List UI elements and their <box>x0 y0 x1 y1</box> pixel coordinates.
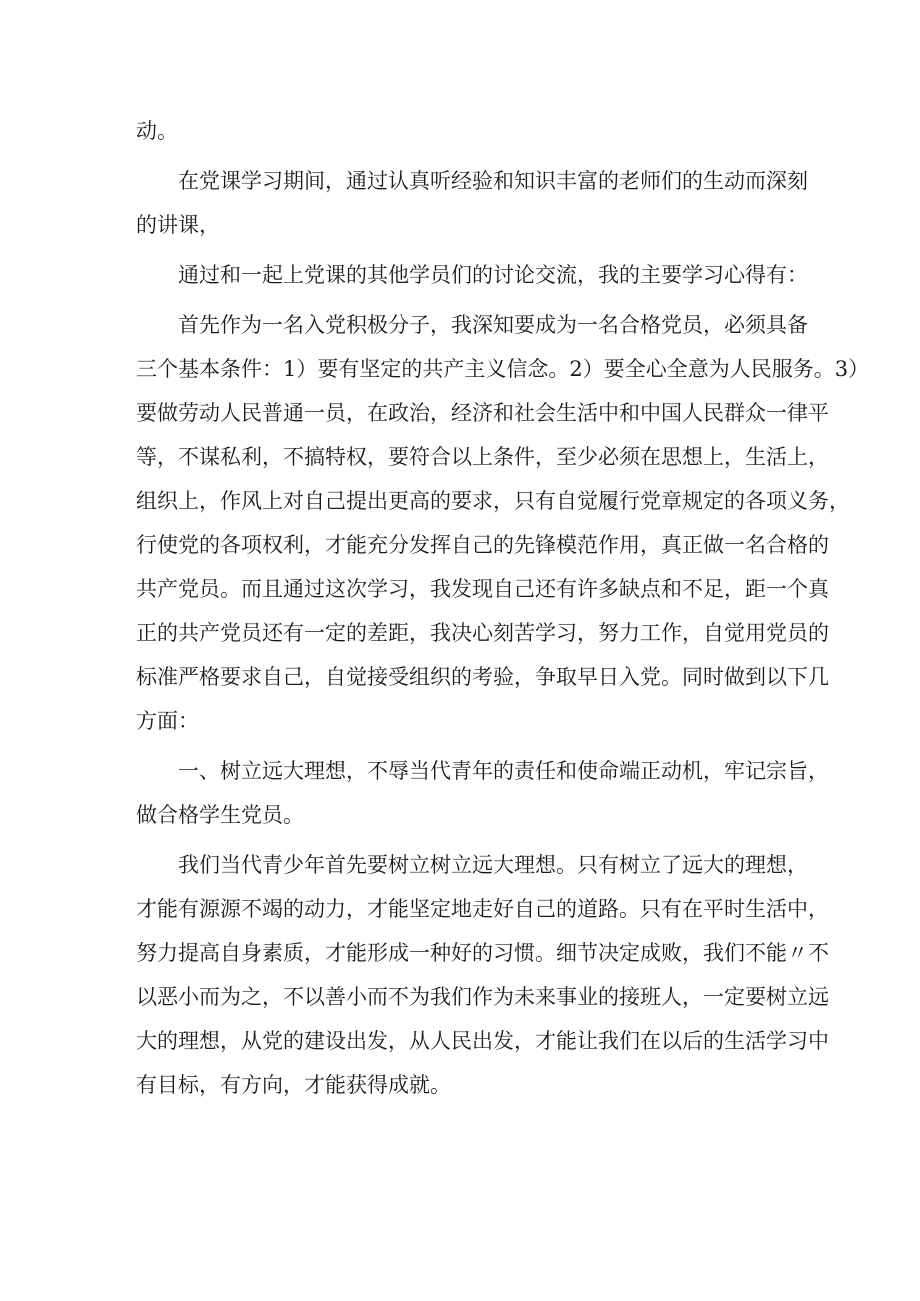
paragraph-line-14: 方面： <box>136 709 199 733</box>
paragraph-line-4: 通过和一起上党课的其他学员们的讨论交流，我的主要学习心得有： <box>178 263 808 287</box>
paragraph-line-8: 等，不谋私利，不搞特权，要符合以上条件，至少必须在思想上，生活上， <box>136 445 829 469</box>
paragraph-line-5: 首先作为一名入党积极分子，我深知要成为一名合格党员，必须具备 <box>178 313 808 337</box>
paragraph-line-17: 努力提高自身素质，才能形成一种好的习惯。细节决定成败，我们不能〃不 <box>136 941 829 965</box>
paragraph-line-6: 三个基本条件：1）要有坚定的共产主义信念。2）要全心全意为人民服务。3） <box>136 357 870 381</box>
paragraph-line-20: 有目标，有方向，才能获得成就。 <box>136 1073 451 1097</box>
paragraph-line-3: 的讲课， <box>136 213 220 237</box>
paragraph-line-11: 共产党员。而且通过这次学习，我发现自己还有许多缺点和不足，距一个真 <box>136 577 829 601</box>
paragraph-line-13: 标准严格要求自己，自觉接受组织的考验，争取早日入党。同时做到以下几 <box>136 665 829 689</box>
paragraph-line-1: 动。 <box>136 119 178 143</box>
paragraph-line-2: 在党课学习期间，通过认真听经验和知识丰富的老师们的生动而深刻 <box>178 169 808 193</box>
section-heading-line-2: 做合格学生党员。 <box>136 803 304 827</box>
paragraph-line-16: 才能有源源不竭的动力，才能坚定地走好自己的道路。只有在平时生活中， <box>136 897 829 921</box>
paragraph-line-7: 要做劳动人民普通一员，在政治，经济和社会生活中和中国人民群众一律平 <box>136 401 829 425</box>
paragraph-line-10: 行使党的各项权利，才能充分发挥自己的先锋模范作用，真正做一名合格的 <box>136 533 829 557</box>
paragraph-line-12: 正的共产党员还有一定的差距，我决心刻苦学习，努力工作，自觉用党员的 <box>136 621 829 645</box>
paragraph-line-18: 以恶小而为之，不以善小而不为我们作为未来事业的接班人，一定要树立远 <box>136 985 829 1009</box>
paragraph-line-9: 组织上，作风上对自己提出更高的要求，只有自觉履行党章规定的各项义务， <box>136 489 850 513</box>
section-heading-line-1: 一、树立远大理想，不辱当代青年的责任和使命端正动机，牢记宗旨， <box>178 759 829 783</box>
paragraph-line-19: 大的理想，从党的建设出发，从人民出发，才能让我们在以后的生活学习中 <box>136 1029 829 1053</box>
paragraph-line-15: 我们当代青少年首先要树立树立远大理想。只有树立了远大的理想， <box>178 853 808 877</box>
